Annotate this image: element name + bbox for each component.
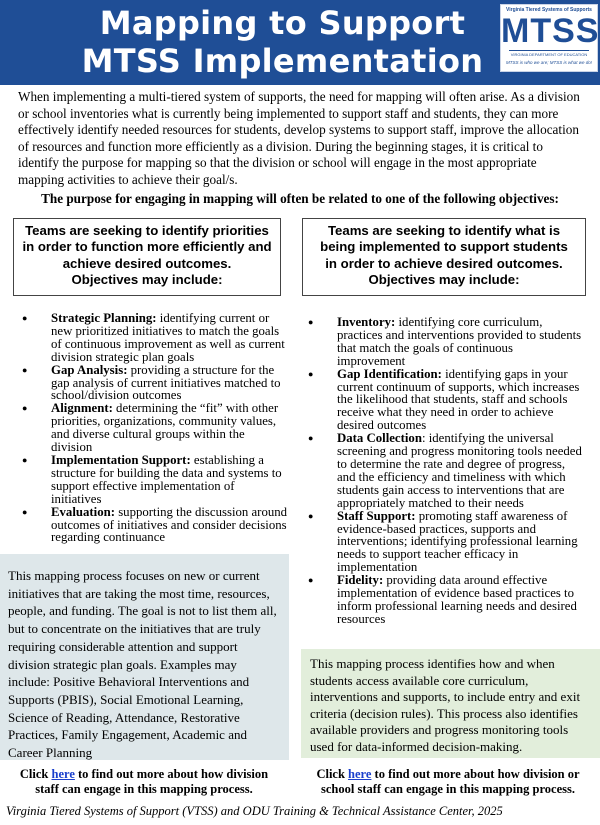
left-click-line <box>10 767 278 797</box>
right-objectives-list <box>308 316 584 626</box>
item-text: supporting the discussion around outcomes of initiatives and consider decisions regarding continuance <box>51 504 288 545</box>
click-post: to find out more about how division or school staff can engage in this mapping process. <box>321 767 580 796</box>
header-banner <box>0 0 600 85</box>
list-item <box>308 316 584 368</box>
page-title-line2: MTSS Implementation <box>81 42 484 80</box>
list-item <box>308 432 584 509</box>
logo-dept-text: VIRGINIA DEPARTMENT OF EDUCATION <box>510 52 588 57</box>
item-term: Gap Analysis: <box>51 362 128 377</box>
item-text: providing a structure for the gap analysis of current initiatives matched to school/division outcomes <box>51 362 281 403</box>
left-box-line: Teams are seeking to identify priorities <box>25 223 269 238</box>
item-term: Fidelity: <box>337 573 384 588</box>
list-item <box>22 506 288 545</box>
left-box-line: in order to function more efficiently and <box>22 239 272 255</box>
list-item <box>308 510 584 575</box>
right-box-line: Teams are seeking to identify what is <box>327 223 561 238</box>
item-term: Alignment: <box>51 401 113 416</box>
item-term: Inventory: <box>337 315 396 329</box>
left-process-note: This mapping process focuses on new or current initiatives that are taking the most time, resources, people, and funding. The goal is not to list them all, but to concentrate on the initiatives that are truly requiring considerable attention and support division strategic plan goals. Examples may include: Positive Behavioral Interventions and Supports (PBIS), Social Emotional Learning, Science of Reading, Attendance, Restorative Practices, Family Engagement, Academic and Career Planning <box>0 554 289 760</box>
click-pre: Click <box>19 767 52 781</box>
left-here-link[interactable]: here <box>51 767 75 781</box>
item-text: identifying core curriculum, practices and interventions provided to students that match the goals of continuous improvement <box>337 315 582 368</box>
intro-paragraph: When implementing a multi-tiered system of supports, the need for mapping will often arise. As a division or school inventories what is currently being implemented to support staff and students, they can more effectively identify needed resources for students, develop systems to support staff, improve the allocation of resources and function more efficiently as a division. During the beginning stages, it is critical to identify the purpose for mapping so that the division or school will engage in the most appropriate mapping activities to achieve their goal/s. <box>18 89 580 187</box>
logo-tagline: MTSS is who we are; MTSS is what we do! <box>505 60 593 65</box>
item-text: establishing a structure for building the data and systems to support effective implementation of initiatives <box>51 452 282 506</box>
item-term: Implementation Support: <box>51 452 191 467</box>
left-objectives-list <box>22 312 288 544</box>
list-item <box>22 312 288 364</box>
right-box-line: being implemented to support students <box>320 239 568 255</box>
item-text: promoting staff awareness of evidence-based practices, supports and interventions; identifying professional learning needs to support teacher efficacy in implementation <box>337 508 578 575</box>
purpose-heading: The purpose for engaging in mapping will often be related to one of the following objectives: <box>41 191 559 206</box>
list-item <box>22 364 288 403</box>
click-pre: Click <box>316 767 349 781</box>
item-text: identifying gaps in your current continuum of supports, which increases the likelihood that students, staff and schools receive what they need in order to achieve desired outcomes <box>337 366 580 433</box>
left-objective-box <box>13 218 281 296</box>
right-box-line: in order to achieve desired outcomes. <box>325 255 563 271</box>
logo-top-text: Virginia Tiered Systems of Supports <box>506 7 592 13</box>
item-text: identifying current or new prioritized initiatives to match the goals of continuous improvement as well as current division strategic plan goals <box>51 311 285 364</box>
click-post: to find out more about how division staff can engage in this mapping process. <box>35 767 269 796</box>
right-here-link[interactable]: here <box>348 767 372 781</box>
item-term: Gap Identification: <box>337 366 442 381</box>
right-objective-box <box>302 218 586 296</box>
right-process-note: This mapping process identifies how and when students access available core curriculum, interventions and supports, to include entry and exit criteria (decision rules). This process also identifies available providers and progress monitoring tools used for data-informed decision-making. <box>301 649 600 758</box>
item-term: Data Collection <box>337 431 422 446</box>
item-text: providing data around effective implementation of evidence based practices to inform professional learning needs and desired resources <box>337 573 577 626</box>
right-click-line <box>306 767 590 797</box>
item-term: Staff Support: <box>337 508 416 523</box>
vtss-mtss-logo <box>500 4 598 72</box>
item-text: : identifying the universal screening and progress monitoring tools needed to determine the rate and degree of progress, and the efficiency and timeliness with which students gain access to interventions that are appropriately matched to their needs <box>337 431 582 510</box>
item-term: Evaluation: <box>51 504 115 519</box>
left-box-line: achieve desired outcomes. <box>62 255 232 271</box>
list-item <box>308 574 584 626</box>
item-term: Strategic Planning: <box>51 311 157 325</box>
logo-mtss-text: MTSS <box>501 12 600 50</box>
footer-citation: Virginia Tiered Systems of Support (VTSS) and ODU Training & Technical Assistance Center, 2025 <box>6 804 503 818</box>
item-text: determining the “fit” with other priorities, organizations, community values, and diverse cultural groups within the division <box>51 401 279 455</box>
logo-rule <box>509 50 589 51</box>
right-box-line: Objectives may include: <box>368 271 520 287</box>
page-title-line1: Mapping to Support <box>99 4 466 42</box>
list-item <box>22 402 288 454</box>
list-item <box>308 368 584 433</box>
left-box-line: Objectives may include: <box>71 271 223 287</box>
list-item <box>22 454 288 506</box>
